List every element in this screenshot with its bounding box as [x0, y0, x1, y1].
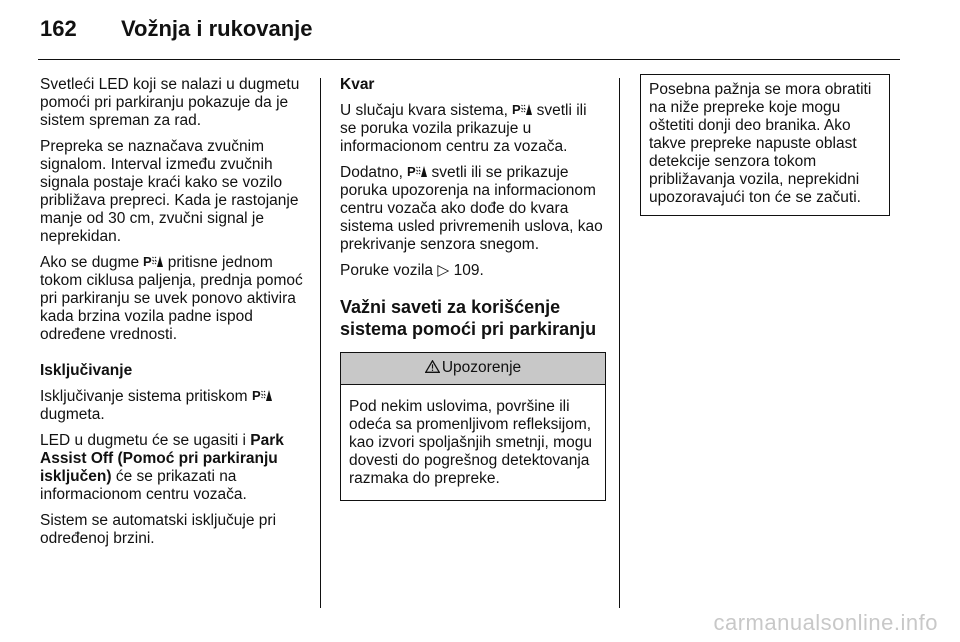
paragraph-deactivation: Isključivanje sistema pritiskom P dugmeta. — [40, 388, 308, 424]
park-assist-icon — [252, 388, 272, 402]
warning-title: Upozorenje — [441, 359, 522, 376]
svg-text:P: P — [512, 102, 521, 116]
svg-text:P: P — [143, 254, 153, 268]
paragraph-button-press: Ako se dugme P pritisne jednom tokom ciklusa paljenja, prednja pomoć pri parkiranju se uvek ponovo aktivira kada brzina vozila padne ispod određene vrednosti. — [40, 254, 303, 343]
column-divider-1 — [320, 78, 321, 608]
park-assist-icon — [407, 164, 427, 178]
paragraph-led-off: LED u dugmetu će se ugasiti i Park Assist Off (Pomoć pri parkiranju isključen) će se prikazati na informacionom centru vozača. — [40, 432, 284, 503]
notice-box — [640, 74, 890, 216]
warning-box — [340, 352, 606, 501]
fault-heading: Kvar — [340, 76, 375, 93]
column-1 — [40, 76, 308, 556]
svg-text:P: P — [251, 388, 261, 402]
warning-text: Pod nekim uslovima, površine ili odeća sa promenljivom refleksijom, kao izvori spoljašnjih smetnji, mogu dovesti do pogrešnog detektovanja razmaka do prepreke. — [349, 398, 592, 487]
park-assist-off-message: Park Assist Off (Pomoć pri parkiranju isključen) — [40, 432, 284, 485]
page-reference-link[interactable]: 109. — [453, 262, 484, 279]
page-number: 162 — [40, 16, 77, 41]
header-divider — [38, 59, 900, 60]
paragraph-additional: Dodatno, P svetli ili se prikazuje poruka upozorenja na informacionom centru vozača ako dođe do kvara sistema usled privremenih uslova, kao prekrivanje senzora snegom. — [340, 164, 603, 253]
paragraph-obstacle-signal: Prepreka se naznačava zvučnim signalom. Interval između zvučnih signala postaje kraći kako se vozilo približava prepreci. Kada je rastojanje manje od 30 cm, zvučni signal je neprekidan. — [40, 138, 299, 245]
paragraph-vehicle-messages: Poruke vozila ▷ 109. — [340, 262, 484, 279]
paragraph-fault: U slučaju kvara sistema, P svetli ili se poruka vozila prikazuje u informacionom centru za vozača. — [340, 102, 587, 155]
deactivation-heading: Isključivanje — [40, 362, 133, 379]
column-divider-2 — [619, 78, 620, 608]
svg-text:P: P — [407, 164, 416, 178]
park-assist-icon — [512, 102, 532, 116]
watermark: carmanualsonline.info — [713, 610, 938, 635]
park-assist-icon — [143, 254, 163, 268]
tips-heading: Važni saveti za korišćenje sistema pomoći pri parkiranju — [340, 297, 597, 339]
notice-text: Posebna pažnja se mora obratiti na niže prepreke koje mogu oštetiti donji deo branika. Ako takve prepreke napuste oblast detekcije senzora tokom približavanja vozila, neprekidni upozoravajući ton će se začuti. — [649, 81, 872, 206]
column-2 — [340, 76, 606, 501]
warning-icon — [425, 359, 440, 377]
column-3 — [640, 76, 890, 216]
paragraph-auto-off: Sistem se automatski isključuje pri određenoj brzini. — [40, 512, 277, 547]
page-title: Vožnja i rukovanje — [121, 16, 313, 41]
warning-header — [341, 353, 605, 385]
page-reference-icon: ▷ — [437, 262, 450, 279]
paragraph-led-indicator: Svetleći LED koji se nalazi u dugmetu pomoći pri parkiranju pokazuje da je sistem spreman za rad. — [40, 76, 300, 129]
